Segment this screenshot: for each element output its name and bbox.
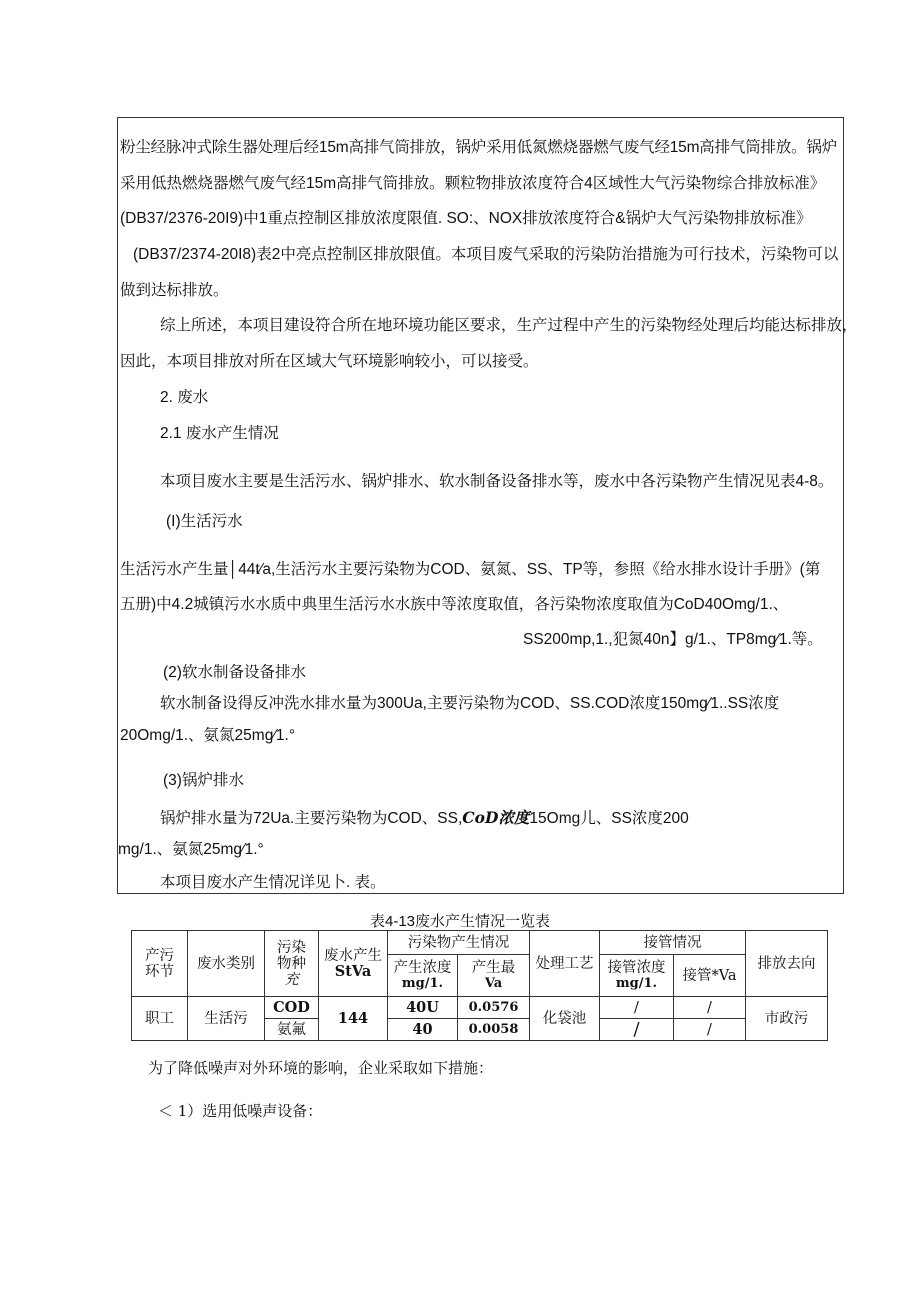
paragraph-line: 做到达标排放。 <box>120 282 229 299</box>
cell-pollutant: COD <box>265 997 319 1019</box>
cell-volume: 144 <box>319 997 388 1041</box>
paragraph-line: 综上所述，本项目建设符合所在地环境功能区要求，生产过程中产生的污染物经处理后均能达标排放， <box>160 317 858 334</box>
cell-discharge: 市政污 <box>746 997 828 1041</box>
paragraph-line: 软水制备设得反冲洗水排水量为300Ua,主要污染物为COD、SS.COD浓度150mg⁄1..SS浓度 <box>160 695 780 712</box>
cell-process: 化袋池 <box>530 997 600 1041</box>
header-volume: 废水产生 StVa <box>319 931 388 997</box>
paragraph-line: 五册)中4.2城镇污水水质中典里生活污水水族中等浓度取值，各污染物浓度取值为CoD40Omg/1.、 <box>120 596 789 613</box>
header-stage: 产污 环节 <box>132 931 188 997</box>
item-heading: (3)锅炉排水 <box>163 772 244 789</box>
table-row <box>132 997 828 1019</box>
table-caption: 表4-13废水产生情况一览表 <box>369 913 551 930</box>
header-type: 废水类别 <box>188 931 265 997</box>
cell-gen-amount: 0.0576 <box>458 997 530 1019</box>
paragraph-line: 本项目废水主要是生活污水、锅炉排水、软水制备设备排水等，废水中各污染物产生情况见表4-8。 <box>160 473 834 490</box>
cell-pipe-amount: / <box>674 1019 746 1041</box>
paragraph-line: 生活污水产生量│44t⁄a,生活污水主要污染物为COD、氨氮、SS、TP等，参照《给水排水设计手册》(第 <box>120 561 821 578</box>
cell-gen-conc: 40 <box>388 1019 458 1041</box>
item-heading: (2)软水制备设备排水 <box>163 664 306 681</box>
header-pollutant: 污染 物种 充 <box>265 931 319 997</box>
header-gen-conc: 产生浓度 mg/1. <box>388 955 458 997</box>
header-discharge: 排放去向 <box>746 931 828 997</box>
wastewater-table <box>131 930 828 1041</box>
header-generation-group: 污染物产生情况 <box>388 931 530 955</box>
header-gen-amount: 产生最 Va <box>458 955 530 997</box>
cell-pipe-amount: / <box>674 997 746 1019</box>
paragraph-line: 因此，本项目排放对所在区域大气环境影响较小，可以接受。 <box>120 353 539 370</box>
paragraph-line: 20Omg/1.、氨氮25mg⁄1.° <box>120 727 296 744</box>
header-pipe-amount: 接管*Va <box>674 955 746 997</box>
paragraph-line: 粉尘经脉冲式除生器处理后经15m高排气筒排放，锅炉采用低氮燃烧器燃气废气经15m高排气筒排放。锅炉 <box>120 139 838 156</box>
header-process: 处理工艺 <box>530 931 600 997</box>
paragraph-text-italic: CoD浓度 <box>462 808 530 827</box>
paragraph-line: 本项目废水产生情况详见卜. 表。 <box>160 874 386 891</box>
paragraph-line: 采用低热燃烧器燃气废气经15m高排气筒排放。颗粒物排放浓度符合4区域性大气污染物综合排放标准》 <box>120 175 826 192</box>
measure-item: ＜ 1）选用低噪声设备： <box>158 1102 323 1120</box>
section-heading: 2. 废水 <box>160 389 209 406</box>
cell-pipe-conc: / <box>600 997 674 1019</box>
cell-type: 生活污 <box>188 997 265 1041</box>
paragraph-text: 15Omg儿、SS浓度200 <box>529 810 689 827</box>
paragraph-line: (DB37/2376-20I9)中1重点控制区排放浓度限值. SO:、NOX排放浓度符合&锅炉大气污染物排放标准》 <box>120 210 812 227</box>
cell-gen-conc: 40U <box>388 997 458 1019</box>
paragraph-line: SS200mp,1.,犯氮40n】g/1.、TP8mg⁄1.等。 <box>523 631 823 648</box>
measures-intro: 为了降低噪声对外环境的影响，企业采取如下措施： <box>148 1059 494 1077</box>
subsection-heading: 2.1 废水产生情况 <box>160 425 279 442</box>
header-pipe-conc: 接管浓度 mg/1. <box>600 955 674 997</box>
cell-gen-amount: 0.0058 <box>458 1019 530 1041</box>
paragraph-line: (DB37/2374-20I8)表2中亮点控制区排放限值。本项目废气采取的污染防治措施为可行技术，污染物可以 <box>133 246 839 263</box>
paragraph-line: mg/1.、氨氮25mg⁄1.° <box>118 841 264 858</box>
table-header-row <box>132 931 828 955</box>
paragraph-text: 锅炉排水量为72Ua.主要污染物为COD、SS, <box>160 810 463 827</box>
cell-pollutant: 氨氟 <box>265 1019 319 1041</box>
header-pipe-group: 接管情况 <box>600 931 746 955</box>
cell-stage: 职工 <box>132 997 188 1041</box>
paragraph-line <box>160 808 689 829</box>
item-heading: (I)生活污水 <box>166 513 243 530</box>
cell-pipe-conc: / <box>600 1019 674 1041</box>
